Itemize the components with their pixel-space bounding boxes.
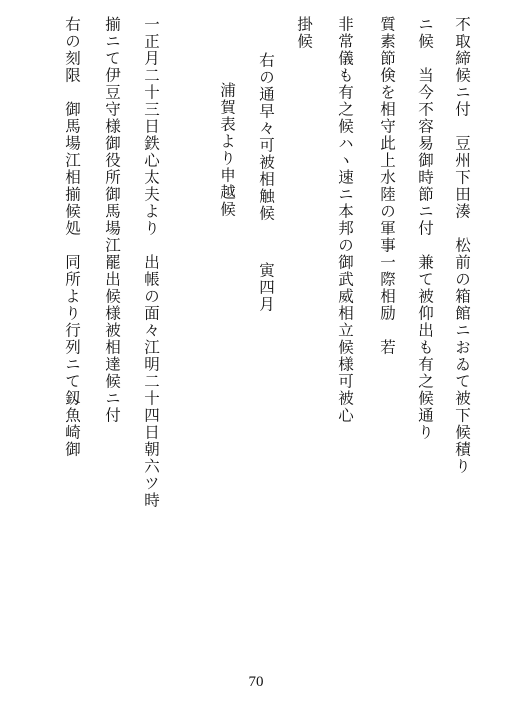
text-line-7: 浦賀表より申越候 bbox=[218, 82, 236, 218]
text-line-4: 非常儀も有之候ハヽ速ニ本邦の御武威相立候様可被心 bbox=[336, 16, 354, 424]
date-line: 寅四月 bbox=[257, 262, 275, 313]
text-line-8: 一正月二十三日鉄心太夫より 出帳の面々江明二十四日朝六ツ時 bbox=[142, 16, 160, 509]
text-line-3: 質素節倹を相守此上水陸の軍事一際相励 若 bbox=[378, 16, 396, 356]
text-line-5: 掛候 bbox=[295, 16, 313, 50]
text-line-10: 右の刻限 御馬場江相揃候処 同所より行列ニて釼魚崎御 bbox=[63, 16, 81, 458]
text-line-1: 不取締候ニ付 豆州下田湊 松前の箱館ニおゐて被下候積り bbox=[453, 16, 471, 475]
text-line-2: ニ候 当今不容易御時節ニ付 兼て被仰出も有之候通り bbox=[416, 16, 434, 441]
text-line-6: 右の通早々可被相触候 bbox=[257, 52, 275, 222]
page-number: 70 bbox=[248, 674, 264, 690]
text-line-9: 揃ニて伊豆守様御役所御馬場江罷出候様被相達候ニ付 bbox=[103, 16, 121, 424]
